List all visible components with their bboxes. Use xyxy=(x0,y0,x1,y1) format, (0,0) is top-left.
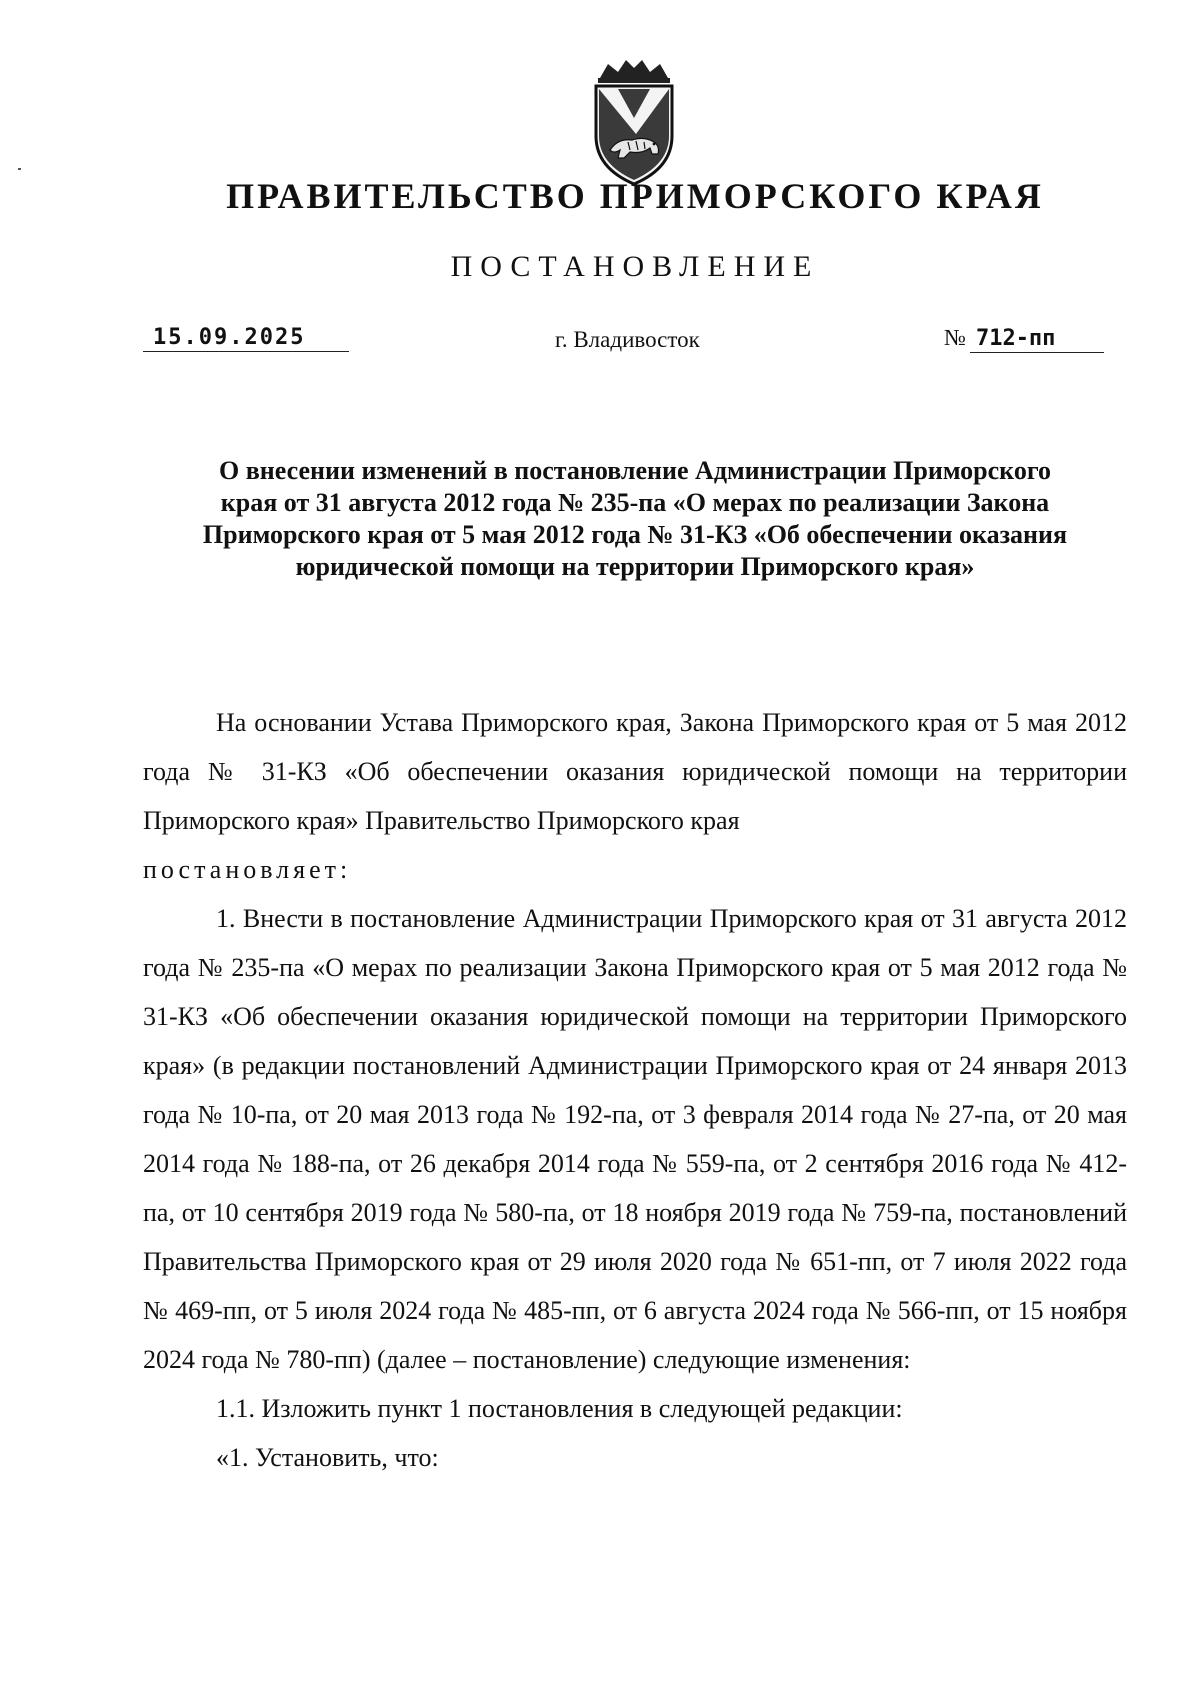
document-type: ПОСТАНОВЛЕНИЕ xyxy=(450,250,820,283)
document-number-field xyxy=(944,325,1114,353)
item-1-paragraph: 1. Внести в постановление Администрации Приморского края от 31 августа 2012 года № 235-па «О мерах по реализации Закона Приморского края от 5 мая 2012 года № 31-КЗ «Об обеспечении оказания юридической помощи на территории Приморского края» (в редакции постановлений Администрации Приморского края от 24 января 2013 года № 10-па, от 20 мая 2013 года № 192-па, от 3 февраля 2014 года № 27-па, от 20 мая 2014 года № 188-па, от 26 декабря 2014 года № 559-па, от 2 сентября 2016 года № 412-па, от 10 сентября 2019 года № 580-па, от 18 ноября 2019 года № 759-па, постановлений Правительства Приморского края от 29 июля 2020 года № 651-пп, от 7 июля 2022 года № 469-пп, от 5 июля 2024 года № 485-пп, от 6 августа 2024 года № 566-пп, от 15 ноября 2024 года № 780-пп) (далее – постановление) следующие изменения: xyxy=(143,904,1127,1374)
document-city: г. Владивосток xyxy=(555,327,700,352)
preamble-paragraph: На основании Устава Приморского края, Закона Приморского края от 5 мая 2012 года № 31-КЗ «Об обеспечении оказания юридической помощи на территории Приморского края» Правительство Приморского края xyxy=(143,708,1127,835)
document-subject: О внесении изменений в постановление Администрации Приморского края от 31 августа 2012 года № 235-па «О мерах по реализации Закона Приморского края от 5 мая 2012 года № 31-КЗ «Об обеспечении оказания юридической помощи на территории Приморского края» xyxy=(202,456,1068,581)
scan-artifact xyxy=(18,168,21,170)
quoted-item-start: «1. Установить, что: xyxy=(216,1443,439,1472)
document-body xyxy=(143,698,1127,1482)
resolves-line: постановляет: xyxy=(143,855,352,884)
document-date: 15.09.2025 xyxy=(143,325,349,352)
item-1-1-paragraph: 1.1. Изложить пункт 1 постановления в следующей редакции: xyxy=(216,1394,903,1423)
government-title: ПРАВИТЕЛЬСТВО ПРИМОРСКОГО КРАЯ xyxy=(226,176,1044,216)
coat-of-arms-icon xyxy=(578,58,690,190)
document-number: 712-пп xyxy=(970,326,1104,353)
number-sign: № xyxy=(944,325,966,350)
